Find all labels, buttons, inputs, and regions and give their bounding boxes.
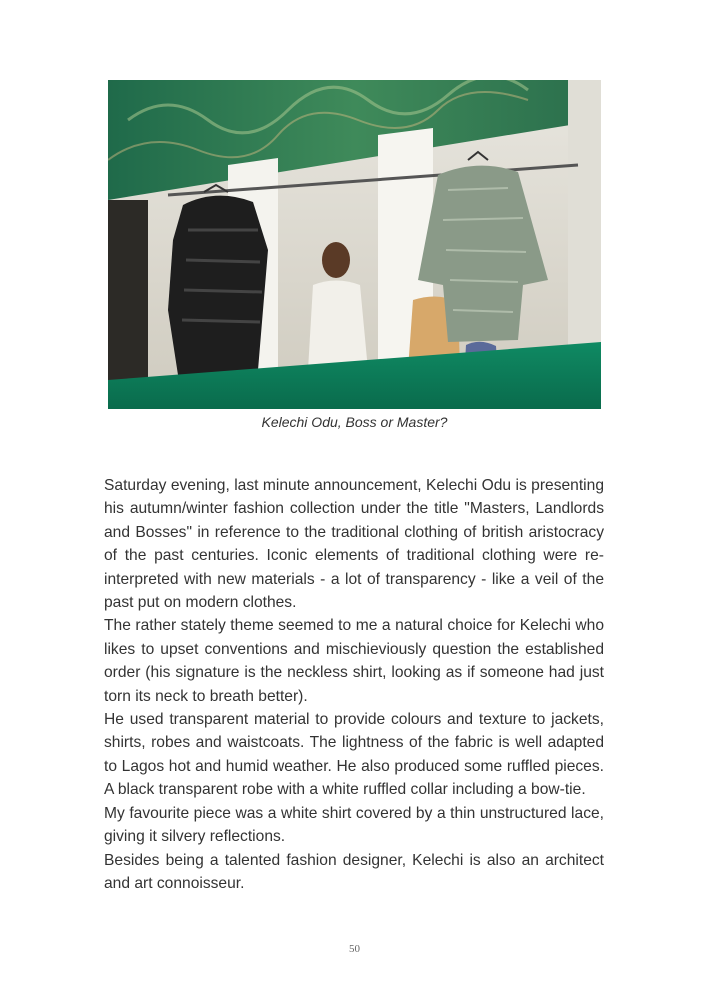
page-number: 50 xyxy=(349,943,360,955)
paragraph-5: Besides being a talented fashion designer, Kelechi is also an architect and art connoisseur. xyxy=(104,851,604,892)
paragraph-1: Saturday evening, last minute announcement, Kelechi Odu is presenting his autumn/winter fashion collection under the title "Masters, Landlords and Bosses" in reference to the traditional clothing of british aristocracy of the past centuries. Iconic elements of traditional clothing were re-interpreted with new materials - a lot of transparency - like a veil of the past put on modern clothes. xyxy=(104,477,604,612)
article-body xyxy=(104,474,604,895)
paragraph-3: He used transparent material to provide colours and texture to jackets, shirts, robes and waistcoats. The lightness of the fabric is well adapted to Lagos hot and humid weather. He also produced some ruffled pieces. A black transparent robe with a white ruffled collar including a bow-tie. xyxy=(104,711,604,799)
fashion-photo xyxy=(108,80,601,409)
paragraph-4: My favourite piece was a white shirt covered by a thin unstructured lace, giving it silvery reflections. xyxy=(104,804,604,846)
photo-caption: Kelechi Odu, Boss or Master? xyxy=(261,414,448,430)
paragraph-2: The rather stately theme seemed to me a natural choice for Kelechi who likes to upset conventions and mischieviously question the established order (his signature is the neckless shirt, looking as if someone had just torn its neck to breath better). xyxy=(104,617,604,705)
